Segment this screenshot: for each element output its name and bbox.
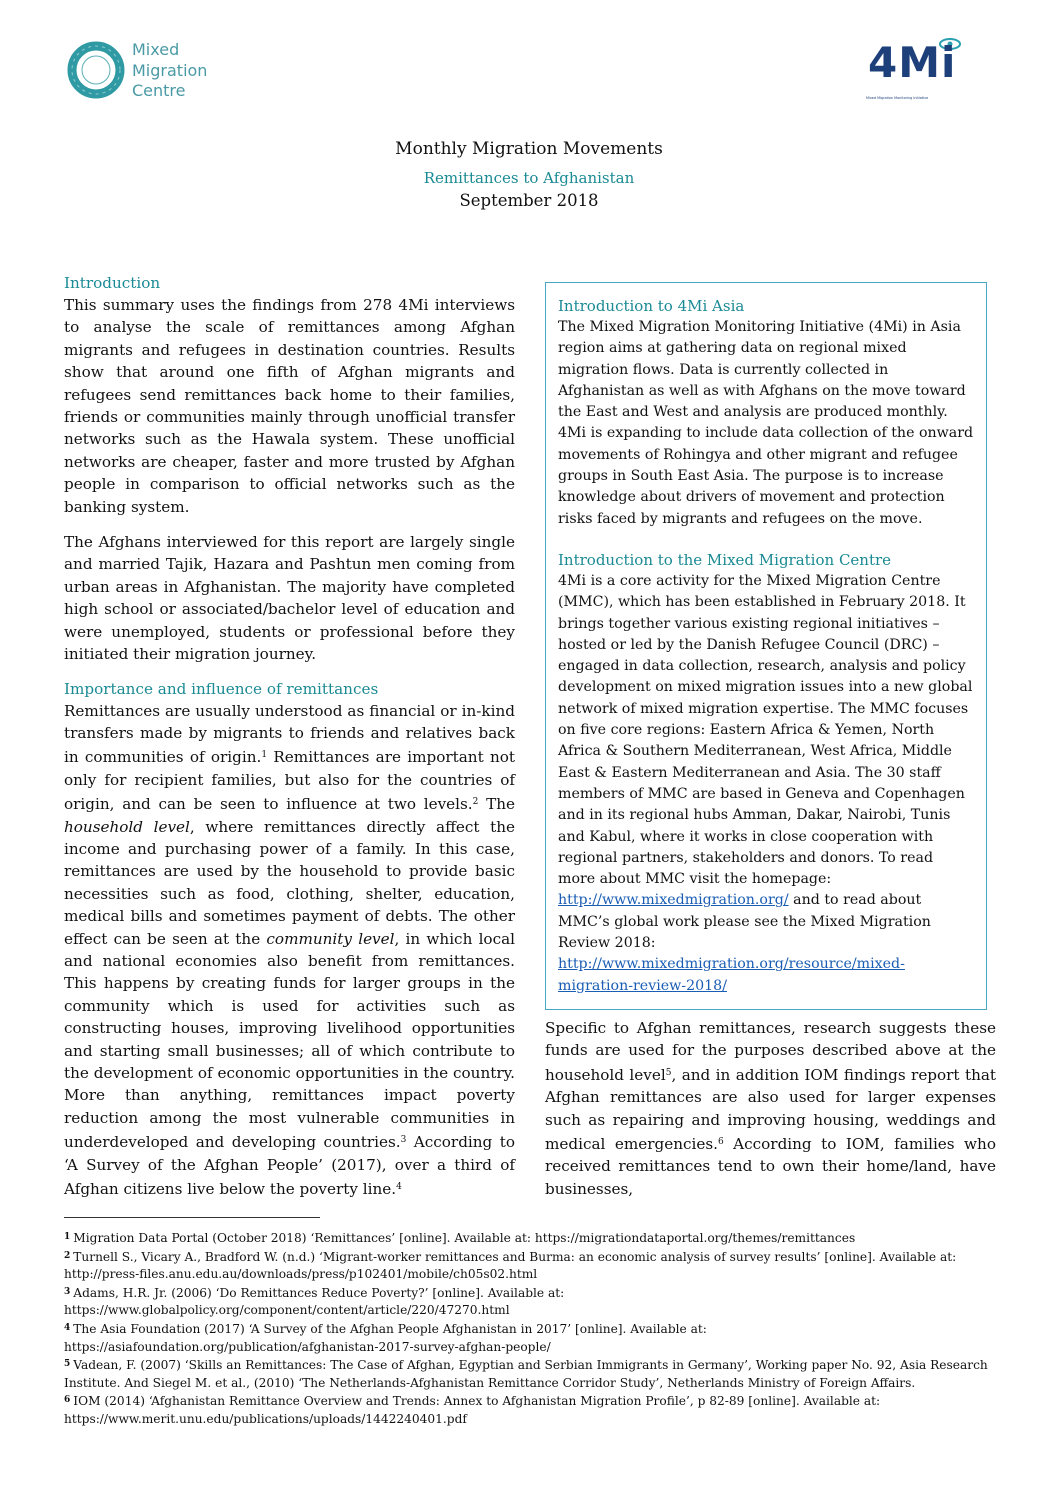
4mi-tagline: Mixed Migration Monitoring Initiative (866, 96, 929, 100)
text-run: The (478, 795, 515, 814)
mmc-line: Centre (132, 81, 186, 100)
mmc-homepage-link[interactable]: http://www.mixedmigration.org/ (558, 892, 789, 909)
mmc-line: Mixed (132, 40, 180, 59)
household-level-term: household level (64, 817, 190, 836)
4mi-logo (864, 36, 974, 106)
page-title: Monthly Migration Movements (395, 139, 663, 159)
afghan-remittances-paragraph (545, 1017, 996, 1200)
intro-box (545, 282, 987, 1010)
footnote-number: 2 (64, 1250, 71, 1261)
footnote-text: Turnell S., Vicary A., Bradford W. (n.d.) ‘Migrant-worker remittances and Burma: an economic analysis of survey results’ [online]. Available at: http://press-files.anu.edu.au/downloads/press/p102401/mobile/ch05s02.html (64, 1249, 957, 1282)
footnote (64, 1248, 994, 1284)
importance-heading: Importance and influence of remittances (64, 679, 379, 698)
footnote (64, 1320, 994, 1356)
footnote-ref: 1 (261, 750, 268, 761)
footnote-text: IOM (2014) ‘Afghanistan Remittance Overview and Trends: Annex to Afghanistan Migration Profile’, p 82-89 [online]. Available at: https://www.merit.unu.edu/publications/uploads/1442240401.pdf (64, 1394, 881, 1426)
footnote-ref: 5 (665, 1067, 672, 1078)
footnote-ref: 2 (472, 797, 479, 808)
importance-paragraph (64, 700, 515, 1201)
footnote (64, 1356, 994, 1392)
footnote (64, 1229, 994, 1248)
intro-paragraph-1: This summary uses the findings from 278 4Mi interviews to analyse the scale of remittances among Afghan migrants and refugees in destination countries. Results show that around one fifth of Afghan migrants and refugees send remittances back home to their families, friends or communities mainly through unofficial transfer networks such as the Hawala system. These unofficial networks are cheaper, faster and more trusted by Afghan people in comparison to official networks such as the banking system. (64, 296, 515, 516)
community-level-term: community level (266, 929, 395, 948)
text-run: , where remittances directly affect the income and purchasing power of a family. In this case, remittances are used by the household to provide basic necessities such as food, clothing, shelter, education, medical bills and sometimes payment of debts. The other effect can be seen at the (64, 817, 515, 948)
footnote-ref: 4 (396, 1182, 402, 1193)
text-run: and to read about MMC’s global work please see the Mixed Migration Review 2018: (558, 892, 931, 952)
footnotes (64, 1229, 994, 1429)
footnote-number: 1 (64, 1232, 71, 1242)
text-run: 4Mi is a core activity for the Mixed Migration Centre (MMC), which has been established in February 2018. It brings together various existing regional initiatives – hosted or led by the Danish Refugee Council (DRC) – engaged in data collection, research, analysis and policy development on mixed migration issues into a new global network of mixed migration expertise. The MMC focuses on five core regions: Eastern Africa & Yemen, North Africa & Southern Mediterranean, West Africa, Middle East & Eastern Mediterranean and Asia. The 30 staff members of MMC are based in Geneva and Copenhagen and in its regional hubs Amman, Dakar, Nairobi, Tunis and Kabul, where it works in close cooperation with regional partners, stakeholders and donors. To read more about MMC visit the homepage: (558, 572, 973, 888)
left-column (64, 272, 515, 1200)
intro-paragraph-2: The Afghans interviewed for this report are largely single and married Tajik, Hazara and Pashtun men coming from urban areas in Afghanistan. The majority have completed high school or associated/bachelor level of education and were unemployed, students or professional before they initiated their migration journey. (64, 533, 515, 664)
right-column (545, 1017, 996, 1200)
4mi-wordmark: 4Mi (868, 38, 957, 87)
footnote (64, 1392, 994, 1428)
mixed-migration-review-link[interactable]: http://www.mixedmigration.org/resource/mixed-migration-review-2018/ (558, 956, 905, 994)
footnote (64, 1284, 994, 1320)
footnote-number: 4 (64, 1322, 71, 1333)
footnote-text: The Asia Foundation (2017) ‘A Survey of the Afghan People Afghanistan in 2017’ [online]. Available at: https://asiafoundation.org/publication/afghanistan-2017-survey-afghan-people/ (64, 1321, 707, 1354)
mmc-line: Migration (132, 60, 208, 80)
footnote-number: 6 (64, 1395, 71, 1406)
page-date: September 2018 (459, 191, 599, 210)
footnote-text: Adams, H.R. Jr. (2006) ‘Do Remittances Reduce Poverty?’ [online]. Available at: https://www.globalpolicy.org/component/content/article/220/47270.html (64, 1285, 565, 1318)
box-heading-4mi: Introduction to 4Mi Asia (558, 297, 745, 315)
footnote-divider (64, 1217, 320, 1218)
mmc-emblem-icon (66, 40, 126, 100)
footnote-ref: 3 (400, 1135, 407, 1146)
mmc-wordmark (132, 40, 207, 102)
footnote-number: 3 (64, 1286, 71, 1297)
text-run: According to IOM, families who received remittances tend to own their home/land, have businesses, (545, 1135, 996, 1198)
footnote-text: Migration Data Portal (October 2018) ‘Remittances’ [online]. Available at: https://migrationdataportal.org/themes/remittances (73, 1231, 856, 1245)
page-subtitle: Remittances to Afghanistan (423, 169, 635, 187)
text-run: , in which local and national economies also benefit from remittances. This happens by creating funds for larger groups in the community which is used for activities such as constructing houses, improving livelihood opportunities and starting small businesses; all of which contribute to the development of economic opportunities in the country. More than anything, remittances impact poverty reduction among the most vulnerable communities in underdeveloped and developing countries. (64, 929, 515, 1152)
text-run: Remittances are usually understood as financial or in-kind transfers made by migrants to friends and relatives back in communities of origin. (64, 701, 515, 767)
text-run: Specific to Afghan remittances, research suggests these funds are used for the purposes described above at the household level (545, 1019, 996, 1084)
text-run: Remittances are important not only for recipient families, but also for the countries of origin, and can be seen to influence at two levels. (64, 748, 515, 814)
box-heading-mmc: Introduction to the Mixed Migration Centre (558, 550, 892, 569)
footnote-ref: 6 (717, 1137, 724, 1148)
text-run: , and in addition IOM findings report that Afghan remittances are also used for larger expenses such as repairing and improving housing, weddings and medical emergencies. (545, 1065, 997, 1154)
box-paragraph-mmc (558, 571, 974, 997)
footnote-text: Vadean, F. (2007) ‘Skills an Remittances: The Case of Afghan, Egyptian and Serbian Immigrants in Germany’, Working paper No. 92, Asia Research Institute. And Siegel M. et al., (2010) ‘The Netherlands-Afghanistan Remittance Corridor Study’, Netherlands Ministry of Foreign Affairs. (64, 1358, 988, 1390)
mmc-logo (66, 40, 236, 104)
footnote-number: 5 (64, 1359, 71, 1370)
intro-heading: Introduction (64, 274, 161, 292)
box-paragraph-4mi: The Mixed Migration Monitoring Initiative (4Mi) in Asia region aims at gathering data on regional mixed migration flows. Data is currently collected in Afghanistan as well as with Afghans on the move toward the East and West and analysis are produced monthly. 4Mi is expanding to include data collection of the onward movements of Rohingya and other migrant and refugee groups in South East Asia. The purpose is to increase knowledge about drivers of movement and protection risks faced by migrants and refugees on the move. (558, 319, 974, 527)
text-run: According to ‘A Survey of the Afghan People’ (2017), over a third of Afghan citizens live below the poverty line. (64, 1133, 515, 1199)
